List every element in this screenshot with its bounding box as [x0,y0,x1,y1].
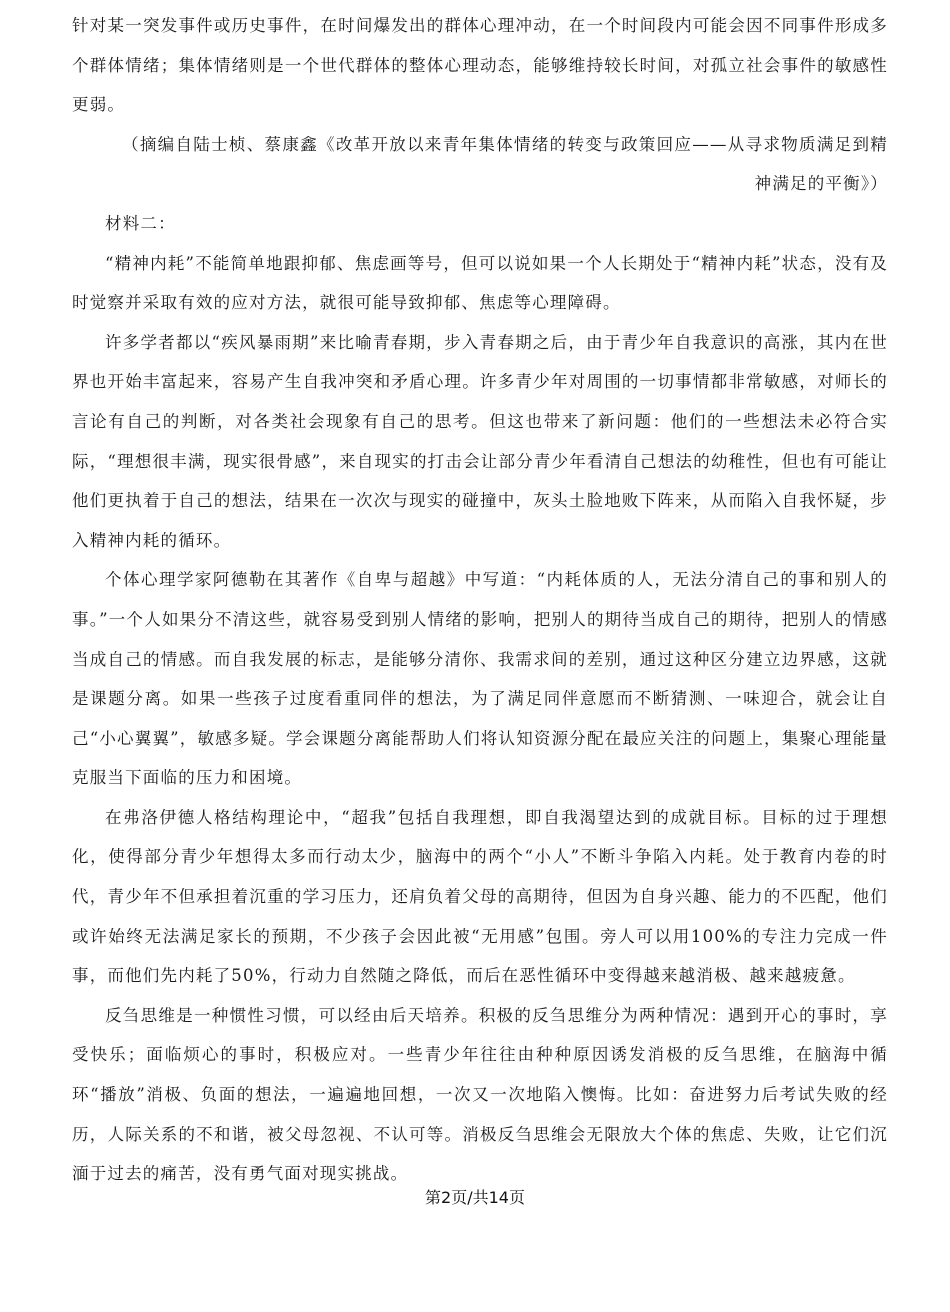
material-two-heading: 材料二： [105,213,176,233]
paragraph-adler: 个体心理学家阿德勒在其著作《自卑与超越》中写道：“内耗体质的人，无法分清自己的事和别人的事。”一个人如果分不清这些，就容易受到别人情绪的影响，把别人的期待当成自己的期待，把别人的情感当成自己的情感。而自我发展的标志，是能够分清你、我需求间的差别，通过这种区分建立边界感，这就是课题分离。如果一些孩子过度看重同伴的想法，为了满足同伴意愿而不断猜测、一味迎合，就会让自己“小心翼翼”，敏感多疑。学会课题分离能帮助人们将认知资源分配在最应关注的问题上，集聚心理能量克服当下面临的压力和困境。 [72,570,888,788]
paragraph-rumination: 反刍思维是一种惯性习惯，可以经由后天培养。积极的反刍思维分为两种情况：遇到开心的事时，享受快乐；面临烦心的事时，积极应对。一些青少年往往由种种原因诱发消极的反刍思维，在脑海中循环“播放”消极、负面的想法，一遍遍地回想，一次又一次地陷入懊悔。比如：奋进努力后考试失败的经历，人际关系的不和谐，被父母忽视、不认可等。消极反刍思维会无限放大个体的焦虑、失败，让它们沉湎于过去的痛苦，没有勇气面对现实挑战。 [72,1005,888,1184]
source-citation: （摘编自陆士桢、蔡康鑫《改革开放以来青年集体情绪的转变与政策回应——从寻求物质满足到精神满足的平衡》） [122,134,888,194]
paragraph-adolescence: 许多学者都以“疾风暴雨期”来比喻青春期，步入青春期之后，由于青少年自我意识的高涨，其内在世界也开始丰富起来，容易产生自我冲突和矛盾心理。许多青少年对周围的一切事情都非常敏感，对师长的言论有自己的判断，对各类社会现象有自己的思考。但这也带来了新问题：他们的一些想法未必符合实际，“理想很丰满，现实很骨感”，来自现实的打击会让部分青少年看清自己想法的幼稚性，但也有可能让他们更执着于自己的想法，结果在一次次与现实的碰撞中，灰头土脸地败下阵来，从而陷入自我怀疑，步入精神内耗的循环。 [72,332,888,550]
paragraph-material-one-end: 针对某一突发事件或历史事件，在时间爆发出的群体心理冲动，在一个时间段内可能会因不同事件形成多个群体情绪；集体情绪则是一个世代群体的整体心理动态，能够维持较长时间，对孤立社会事件的敏感性更弱。 [72,16,888,115]
document-page [72,6,888,1194]
paragraph-mental-exhaustion: “精神内耗”不能简单地跟抑郁、焦虑画等号，但可以说如果一个人长期处于“精神内耗”状态，没有及时觉察并采取有效的应对方法，就很可能导致抑郁、焦虑等心理障碍。 [72,253,888,313]
page-number-footer: 第2页/共14页 [425,1188,525,1207]
paragraph-freud: 在弗洛伊德人格结构理论中，“超我”包括自我理想，即自我渴望达到的成就目标。目标的过于理想化，使得部分青少年想得太多而行动太少，脑海中的两个“小人”不断斗争陷入内耗。处于教育内卷的时代，青少年不但承担着沉重的学习压力，还肩负着父母的高期待，但因为自身兴趣、能力的不匹配，他们或许始终无法满足家长的预期，不少孩子会因此被“无用感”包围。旁人可以用100%的专注力完成一件事，而他们先内耗了50%，行动力自然随之降低，而后在恶性循环中变得越来越消极、越来越疲惫。 [72,807,888,986]
